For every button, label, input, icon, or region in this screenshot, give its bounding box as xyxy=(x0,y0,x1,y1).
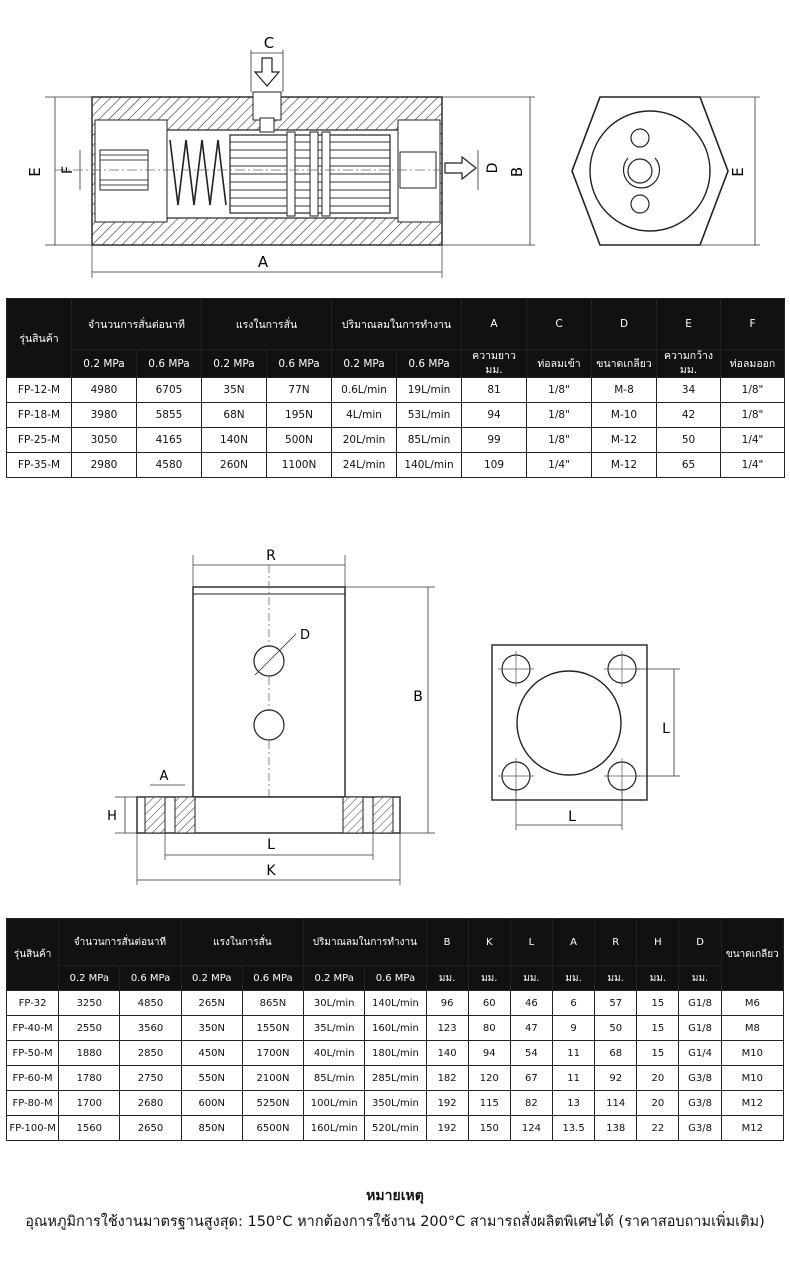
table-cell: 115 xyxy=(468,1091,510,1116)
table-cell: 140L/min xyxy=(397,453,462,478)
col-force: แรงในการสั่น xyxy=(202,299,332,350)
col-e-unit: มม. xyxy=(679,363,698,376)
table-row xyxy=(7,453,785,478)
col2-p1: 0.2 MPa xyxy=(59,966,120,991)
table-cell: 4580 xyxy=(137,453,202,478)
col2-h: H xyxy=(637,919,679,966)
table-cell: 2550 xyxy=(59,1016,120,1041)
table-cell: 6 xyxy=(553,991,595,1016)
dim-b-label: B xyxy=(508,166,526,178)
table-cell: M12 xyxy=(721,1091,783,1116)
table-cell: 109 xyxy=(462,453,527,478)
col2-p6: 0.6 MPa xyxy=(365,966,426,991)
dim-a2-label: A xyxy=(159,769,169,784)
col2-d-unit: มม. xyxy=(679,966,721,991)
table-cell: FP-18-M xyxy=(7,403,72,428)
dim-l-right-label: L xyxy=(662,721,670,737)
dim-d2-label: D xyxy=(300,628,311,643)
table-cell: 24L/min xyxy=(332,453,397,478)
col2-l: L xyxy=(510,919,552,966)
table-cell: 42 xyxy=(657,403,721,428)
table-cell: M10 xyxy=(721,1066,783,1091)
col2-d: D xyxy=(679,919,721,966)
table-cell: 4850 xyxy=(120,991,181,1016)
table-cell: FP-25-M xyxy=(7,428,72,453)
table-cell: M10 xyxy=(721,1041,783,1066)
dim-b2-label: B xyxy=(413,689,423,705)
table-cell: 53L/min xyxy=(397,403,462,428)
table-cell: 11 xyxy=(553,1066,595,1091)
table-cell: 160L/min xyxy=(365,1016,426,1041)
table-cell: 2650 xyxy=(120,1116,181,1141)
top-view xyxy=(492,645,647,800)
col-vibration: จำนวนการสั่นต่อนาที xyxy=(72,299,202,350)
table-cell: FP-12-M xyxy=(7,378,72,403)
col2-r-unit: มม. xyxy=(595,966,637,991)
table-cell: 180L/min xyxy=(365,1041,426,1066)
col2-air: ปริมาณลมในการทำงาน xyxy=(304,919,426,966)
table-cell: 2680 xyxy=(120,1091,181,1116)
col-p4: 0.6 MPa xyxy=(267,350,332,378)
col2-vibration: จำนวนการสั่นต่อนาที xyxy=(59,919,181,966)
table-cell: 20 xyxy=(637,1091,679,1116)
spec-table-fp-m-body xyxy=(7,378,785,478)
col-c-sub: ท่อลมเข้า xyxy=(527,350,592,378)
table-cell: 124 xyxy=(510,1116,552,1141)
table-cell: 2750 xyxy=(120,1066,181,1091)
table-cell: 4165 xyxy=(137,428,202,453)
table-cell: 192 xyxy=(426,1091,468,1116)
table-cell: G3/8 xyxy=(679,1066,721,1091)
table-cell: 85L/min xyxy=(304,1066,365,1091)
col2-a: A xyxy=(553,919,595,966)
table-cell: 15 xyxy=(637,991,679,1016)
table-cell: 865N xyxy=(242,991,303,1016)
table-cell: 5855 xyxy=(137,403,202,428)
table-cell: 6705 xyxy=(137,378,202,403)
dim-l-bottom-label: L xyxy=(568,809,576,825)
dim-r-label: R xyxy=(266,548,276,564)
table-cell: 285L/min xyxy=(365,1066,426,1091)
col2-thread: ขนาดเกลียว xyxy=(721,919,783,991)
table-cell: FP-60-M xyxy=(7,1066,59,1091)
spec-table-fp-base xyxy=(6,918,784,1141)
table-cell: G1/8 xyxy=(679,1016,721,1041)
table-cell: 82 xyxy=(510,1091,552,1116)
table-row xyxy=(7,1041,784,1066)
table-cell: 54 xyxy=(510,1041,552,1066)
table-cell: 1/8" xyxy=(721,378,785,403)
dim-k-label: K xyxy=(266,863,276,879)
table-cell: 99 xyxy=(462,428,527,453)
table-cell: 46 xyxy=(510,991,552,1016)
col-e-sub: ความกว้าง xyxy=(664,350,714,362)
note-text: อุณหภูมิการใช้งานมาตรฐานสูงสุด: 150°C หากต้องการใช้งาน 200°C สามารถสั่งผลิตพิเศษได้ (ราคาสอบถามเพิ่มเติม) xyxy=(25,1214,765,1230)
table-cell: 20 xyxy=(637,1066,679,1091)
col-p3: 0.2 MPa xyxy=(202,350,267,378)
table-cell: 50 xyxy=(657,428,721,453)
table-cell: 123 xyxy=(426,1016,468,1041)
col-c: C xyxy=(527,299,592,350)
table-cell: M-12 xyxy=(592,453,657,478)
table-row xyxy=(7,1066,784,1091)
table-cell: 160L/min xyxy=(304,1116,365,1141)
table-row xyxy=(7,378,785,403)
table-cell: 500N xyxy=(267,428,332,453)
table-cell: M-10 xyxy=(592,403,657,428)
end-view xyxy=(572,97,728,245)
table-cell: 57 xyxy=(595,991,637,1016)
table-row xyxy=(7,403,785,428)
table-cell: FP-40-M xyxy=(7,1016,59,1041)
table-cell: 182 xyxy=(426,1066,468,1091)
dim-c-label: C xyxy=(263,34,275,52)
dim-l-label: L xyxy=(267,837,275,853)
table-cell: 6500N xyxy=(242,1116,303,1141)
col-d-sub: ขนาดเกลียว xyxy=(592,350,657,378)
inlet-arrow-icon xyxy=(255,58,279,86)
dim-f-label: F xyxy=(60,165,76,175)
table-cell: 1/4" xyxy=(527,453,592,478)
table-cell: 1/8" xyxy=(721,403,785,428)
table-cell: 520L/min xyxy=(365,1116,426,1141)
table-cell: 15 xyxy=(637,1016,679,1041)
col2-p2: 0.6 MPa xyxy=(120,966,181,991)
col-d: D xyxy=(592,299,657,350)
table-cell: 114 xyxy=(595,1091,637,1116)
col2-model: รุ่นสินค้า xyxy=(7,919,59,991)
table-cell: 60 xyxy=(468,991,510,1016)
table-cell: 3980 xyxy=(72,403,137,428)
table-cell: 15 xyxy=(637,1041,679,1066)
col2-b-unit: มม. xyxy=(426,966,468,991)
table-cell: 450N xyxy=(181,1041,242,1066)
table-cell: 94 xyxy=(462,403,527,428)
table-cell: 1880 xyxy=(59,1041,120,1066)
table-cell: 1780 xyxy=(59,1066,120,1091)
table-cell: 265N xyxy=(181,991,242,1016)
spec-table-fp-base-body xyxy=(7,991,784,1141)
col2-p4: 0.6 MPa xyxy=(242,966,303,991)
table-row xyxy=(7,1091,784,1116)
table-cell: G3/8 xyxy=(679,1091,721,1116)
col-a-sub: ความยาว xyxy=(472,350,516,362)
table-cell: 120 xyxy=(468,1066,510,1091)
col-a-unit: มม. xyxy=(485,363,503,376)
outlet-arrow-icon xyxy=(445,157,476,179)
section-body xyxy=(92,92,442,245)
table-cell: 13.5 xyxy=(553,1116,595,1141)
col2-b: B xyxy=(426,919,468,966)
table-cell: 85L/min xyxy=(397,428,462,453)
table-cell: 195N xyxy=(267,403,332,428)
table-cell: M12 xyxy=(721,1116,783,1141)
table-cell: FP-80-M xyxy=(7,1091,59,1116)
table-cell: 138 xyxy=(595,1116,637,1141)
table-cell: 47 xyxy=(510,1016,552,1041)
col-e: E xyxy=(657,299,721,350)
table-row xyxy=(7,428,785,453)
table-cell: 850N xyxy=(181,1116,242,1141)
drawing-fp-base xyxy=(0,535,790,895)
col2-a-unit: มม. xyxy=(553,966,595,991)
table-cell: 68 xyxy=(595,1041,637,1066)
table-cell: M6 xyxy=(721,991,783,1016)
table-cell: 34 xyxy=(657,378,721,403)
table-cell: 3560 xyxy=(120,1016,181,1041)
col-model: รุ่นสินค้า xyxy=(7,299,72,378)
table-cell: 1700N xyxy=(242,1041,303,1066)
table-cell: 5250N xyxy=(242,1091,303,1116)
col-p1: 0.2 MPa xyxy=(72,350,137,378)
table-cell: 67 xyxy=(510,1066,552,1091)
col-a: A xyxy=(462,299,527,350)
table-cell: 50 xyxy=(595,1016,637,1041)
table-cell: G3/8 xyxy=(679,1116,721,1141)
table-cell: 1700 xyxy=(59,1091,120,1116)
table-cell: 81 xyxy=(462,378,527,403)
table-cell: 19L/min xyxy=(397,378,462,403)
table-cell: 40L/min xyxy=(304,1041,365,1066)
table-row xyxy=(7,1016,784,1041)
table-cell: 1/8" xyxy=(527,378,592,403)
table-cell: 550N xyxy=(181,1066,242,1091)
table-cell: FP-35-M xyxy=(7,453,72,478)
table-cell: 3050 xyxy=(72,428,137,453)
table-cell: 77N xyxy=(267,378,332,403)
table-cell: 0.6L/min xyxy=(332,378,397,403)
table-cell: FP-32 xyxy=(7,991,59,1016)
drawing-fp-m-section xyxy=(0,0,790,295)
dim-e-label: E xyxy=(26,167,44,177)
table-cell: G1/4 xyxy=(679,1041,721,1066)
table-cell: 2850 xyxy=(120,1041,181,1066)
table-cell: 2980 xyxy=(72,453,137,478)
col-p2: 0.6 MPa xyxy=(137,350,202,378)
table-cell: 192 xyxy=(426,1116,468,1141)
col-air: ปริมาณลมในการทำงาน xyxy=(332,299,462,350)
table-cell: 140 xyxy=(426,1041,468,1066)
table-cell: 80 xyxy=(468,1016,510,1041)
table-cell: M8 xyxy=(721,1016,783,1041)
col-f: F xyxy=(721,299,785,350)
col2-l-unit: มม. xyxy=(510,966,552,991)
col2-p5: 0.2 MPa xyxy=(304,966,365,991)
table-cell: 1/8" xyxy=(527,403,592,428)
table-cell: 13 xyxy=(553,1091,595,1116)
table-cell: 350N xyxy=(181,1016,242,1041)
col2-force: แรงในการสั่น xyxy=(181,919,303,966)
table-cell: M-8 xyxy=(592,378,657,403)
table-cell: 260N xyxy=(202,453,267,478)
col-p6: 0.6 MPa xyxy=(397,350,462,378)
table-cell: G1/8 xyxy=(679,991,721,1016)
table-cell: 1560 xyxy=(59,1116,120,1141)
table-cell: 150 xyxy=(468,1116,510,1141)
col-p5: 0.2 MPa xyxy=(332,350,397,378)
spec-table-fp-m xyxy=(6,298,785,478)
table-cell: M-12 xyxy=(592,428,657,453)
table-cell: 30L/min xyxy=(304,991,365,1016)
table-cell: 94 xyxy=(468,1041,510,1066)
table-cell: 11 xyxy=(553,1041,595,1066)
table-cell: 65 xyxy=(657,453,721,478)
table-cell: 3250 xyxy=(59,991,120,1016)
table-row xyxy=(7,1116,784,1141)
table-cell: 35L/min xyxy=(304,1016,365,1041)
col-f-sub: ท่อลมออก xyxy=(721,350,785,378)
table-cell: 4L/min xyxy=(332,403,397,428)
table-cell: 1/8" xyxy=(527,428,592,453)
table-cell: FP-100-M xyxy=(7,1116,59,1141)
table-cell: 2100N xyxy=(242,1066,303,1091)
col2-p3: 0.2 MPa xyxy=(181,966,242,991)
col2-k: K xyxy=(468,919,510,966)
col2-h-unit: มม. xyxy=(637,966,679,991)
col2-r: R xyxy=(595,919,637,966)
dim-h-label: H xyxy=(107,809,117,824)
table-cell: 140L/min xyxy=(365,991,426,1016)
table-cell: 92 xyxy=(595,1066,637,1091)
table-cell: 1/4" xyxy=(721,428,785,453)
table-cell: 600N xyxy=(181,1091,242,1116)
table-cell: 68N xyxy=(202,403,267,428)
dim-a-label: A xyxy=(257,253,269,271)
table-cell: 1100N xyxy=(267,453,332,478)
table-cell: 4980 xyxy=(72,378,137,403)
note-title: หมายเหตุ xyxy=(366,1188,424,1204)
col2-k-unit: มม. xyxy=(468,966,510,991)
table-cell: FP-50-M xyxy=(7,1041,59,1066)
table-cell: 22 xyxy=(637,1116,679,1141)
table-cell: 1550N xyxy=(242,1016,303,1041)
table-cell: 20L/min xyxy=(332,428,397,453)
table-cell: 140N xyxy=(202,428,267,453)
table-row xyxy=(7,991,784,1016)
table-cell: 35N xyxy=(202,378,267,403)
table-cell: 96 xyxy=(426,991,468,1016)
dim-e-right-label: E xyxy=(729,167,747,177)
dim-d-label: D xyxy=(485,162,501,174)
table-cell: 1/4" xyxy=(721,453,785,478)
table-cell: 100L/min xyxy=(304,1091,365,1116)
table-cell: 350L/min xyxy=(365,1091,426,1116)
table-cell: 9 xyxy=(553,1016,595,1041)
